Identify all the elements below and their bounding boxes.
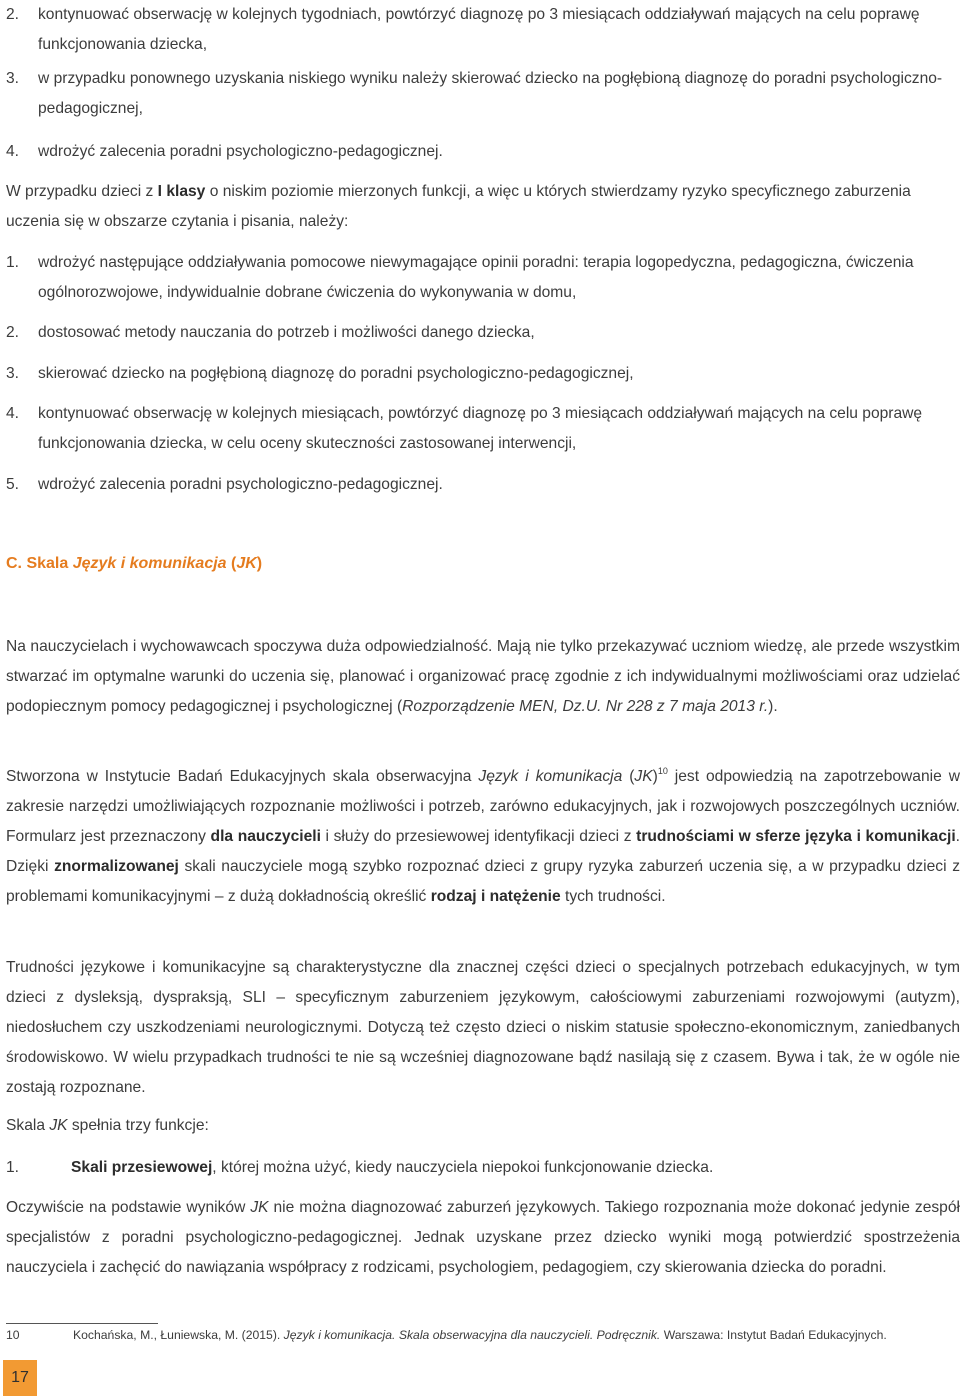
heading-prefix: C. Skala xyxy=(6,555,73,572)
paragraph-functions-intro xyxy=(6,1111,960,1141)
italic-text: Język i komunikacja. Skala obserwacyjna dla nauczycieli. Podręcznik. xyxy=(283,1328,661,1342)
text-run: jest odpowiedzią na zapotrzebowanie w zakresie narzędzi umożliwiających rozpoznanie możliwości i potrzeb, zarówno edukacyjnych, jak i rozwojowych poszczególnych uczniów. Formularz jest przeznaczony xyxy=(6,768,960,845)
bold-text: Skali przesiewowej xyxy=(71,1159,213,1176)
italic-text: Język i komunikacja xyxy=(478,768,623,785)
heading-title: Język i komunikacja xyxy=(72,555,227,572)
bold-text: rodzaj i natężenie xyxy=(430,888,561,905)
list-item xyxy=(6,137,960,167)
text-run: W przypadku dzieci z xyxy=(6,183,158,200)
heading-abbr: JK xyxy=(236,555,257,572)
list-number: 2. xyxy=(6,6,20,23)
section-heading xyxy=(6,549,262,579)
list-text xyxy=(71,1153,960,1183)
list-number: 4. xyxy=(6,143,20,160)
heading-paren: ( xyxy=(226,555,237,572)
list-item xyxy=(6,359,960,389)
paragraph-difficulties xyxy=(6,953,960,1103)
text-run: i służy do przesiewowej identyfikacji dzieci z xyxy=(320,828,637,845)
text-run: Kochańska, M., Łuniewska, M. (2015). xyxy=(73,1328,284,1342)
footnote-divider xyxy=(6,1323,158,1324)
list-item xyxy=(6,399,960,459)
text-run: Na nauczycielach i wychowawcach spoczywa duża odpowiedzialność. Mają nie tylko przekazywać uczniom wiedzę, ale przede wszystkim stwarzać im optymalne warunki do uczenia się, planować i organizować pracę zgodnie z ich indywidualnymi możliwościami oraz udzielać podopiecznym pomocy pedagogicznej i psychologicznej ( xyxy=(6,638,960,715)
text-run: ). xyxy=(768,698,778,715)
italic-text: JK xyxy=(250,1199,269,1216)
text-run: . Dzięki xyxy=(6,828,960,875)
list-text: dostosować metody nauczania do potrzeb i możliwości danego dziecka, xyxy=(38,324,535,341)
text-run: skali nauczyciele mogą szybko rozpoznać dzieci z grupy ryzyka zaburzeń uczenia się, a w przypadku dzieci z problemami komunikacyjnymi – z dużą dokładnością określić xyxy=(6,858,960,905)
list-number: 5. xyxy=(6,476,20,493)
list-text: w przypadku ponownego uzyskania niskiego wyniku należy skierować dziecko na pogłębioną diagnozę do poradni psychologiczno-pedagogicznej, xyxy=(38,70,943,117)
text-run: o niskim poziomie mierzonych funkcji, a więc u których stwierdzamy ryzyko specyficznego zaburzenia uczenia się w obszarze czytania i pisania, należy: xyxy=(6,183,911,230)
bold-text: znormalizowanej xyxy=(54,858,179,875)
footnote-text xyxy=(73,1326,960,1344)
paragraph-responsibility xyxy=(6,632,960,722)
footnote xyxy=(6,1326,960,1344)
text-run: Skala xyxy=(6,1117,50,1134)
text-run: tych trudności. xyxy=(560,888,666,905)
heading-paren: ) xyxy=(256,555,263,572)
page-number-badge xyxy=(3,1360,37,1396)
text-run: ( xyxy=(622,768,635,785)
list-item xyxy=(6,64,960,124)
text-run: spełnia trzy funkcje: xyxy=(67,1117,209,1134)
list-number: 4. xyxy=(6,405,20,422)
list-number: 1. xyxy=(6,1159,20,1176)
list-number: 2. xyxy=(6,324,20,341)
text-run: , której można użyć, kiedy nauczyciela niepokoi funkcjonowanie dziecka. xyxy=(212,1159,714,1176)
bold-text: trudnościami w sferze języka i komunikacji xyxy=(636,828,956,845)
list-text: wdrożyć zalecenia poradni psychologiczno-pedagogicznej. xyxy=(38,476,443,493)
italic-text: JK xyxy=(634,768,653,785)
list-text: wdrożyć następujące oddziaływania pomocowe niewymagające opinii poradni: terapia logopedyczna, pedagogiczna, ćwiczenia ogólnorozwojowe, indywidualnie dobrane ćwiczenia do wykonywania w domu, xyxy=(38,254,914,301)
class1-intro-paragraph xyxy=(6,177,960,237)
text-run: ) xyxy=(652,768,658,785)
footnote-reference: 10 xyxy=(657,766,668,776)
text-run: Warszawa: Instytut Badań Edukacyjnych. xyxy=(660,1328,887,1342)
list-text: skierować dziecko na pogłębioną diagnozę do poradni psychologiczno-pedagogicznej, xyxy=(38,365,634,382)
footnote-number: 10 xyxy=(6,1328,20,1342)
bold-text: dla nauczycieli xyxy=(210,828,321,845)
text-run: Trudności językowe i komunikacyjne są charakterystyczne dla znacznej części dzieci o specjalnych potrzebach edukacyjnych, w tym dzieci z dysleksją, dyspraksją, SLI – specyficznym zaburzeniem językowym, całościowymi zaburzeniami rozwojowymi (autyzm), niedosłuchem czy uszkodzeniami neurologicznymi. Dotyczą też często dzieci o niskim statusie społeczno-ekonomicznym, zaniedbanych środowiskowo. W wielu przypadkach trudności te nie są wcześniej diagnozowane bądź nasilają się z czasem. Bywa i tak, że w ogóle nie zostają rozpoznane. xyxy=(6,959,960,1096)
list-item xyxy=(6,248,960,308)
list-number: 1. xyxy=(6,254,20,271)
function-list-item xyxy=(6,1153,960,1183)
list-text: kontynuować obserwację w kolejnych miesiącach, powtórzyć diagnozę po 3 miesiącach oddziaływań mających na celu poprawę funkcjonowania dziecka, w celu oceny skuteczności zastosowanej interwencji, xyxy=(38,405,923,452)
paragraph-diagnosis xyxy=(6,1193,960,1283)
list-item xyxy=(6,318,960,348)
italic-text: JK xyxy=(49,1117,68,1134)
list-item xyxy=(6,470,960,500)
list-text: kontynuować obserwację w kolejnych tygodniach, powtórzyć diagnozę po 3 miesiącach oddziaływań mających na celu poprawę funkcjonowania dziecka, xyxy=(38,6,920,53)
bold-text: I klasy xyxy=(157,183,206,200)
paragraph-jk-scale xyxy=(6,762,960,912)
text-run: nie można diagnozować zaburzeń językowych. Takiego rozpoznania może dokonać jedynie zespół specjalistów z poradni psychologiczno-pedagogicznej. Jednak uzyskane przez dziecko wyniki mogą potwierdzić spostrzeżenia nauczyciela i zachęcić do nawiązania współpracy z rodzicami, psychologiem, pedagogiem, czy skierowania dziecka do poradni. xyxy=(6,1199,960,1276)
list-text: wdrożyć zalecenia poradni psychologiczno-pedagogicznej. xyxy=(38,143,443,160)
text-run: Stworzona w Instytucie Badań Edukacyjnych skala obserwacyjna xyxy=(6,768,479,785)
list-number: 3. xyxy=(6,70,20,87)
italic-citation: Rozporządzenie MEN, Dz.U. Nr 228 z 7 maja 2013 r. xyxy=(402,698,769,715)
page-number: 17 xyxy=(11,1369,29,1386)
text-run: Oczywiście na podstawie wyników xyxy=(6,1199,251,1216)
list-item xyxy=(6,0,960,60)
list-number: 3. xyxy=(6,365,20,382)
